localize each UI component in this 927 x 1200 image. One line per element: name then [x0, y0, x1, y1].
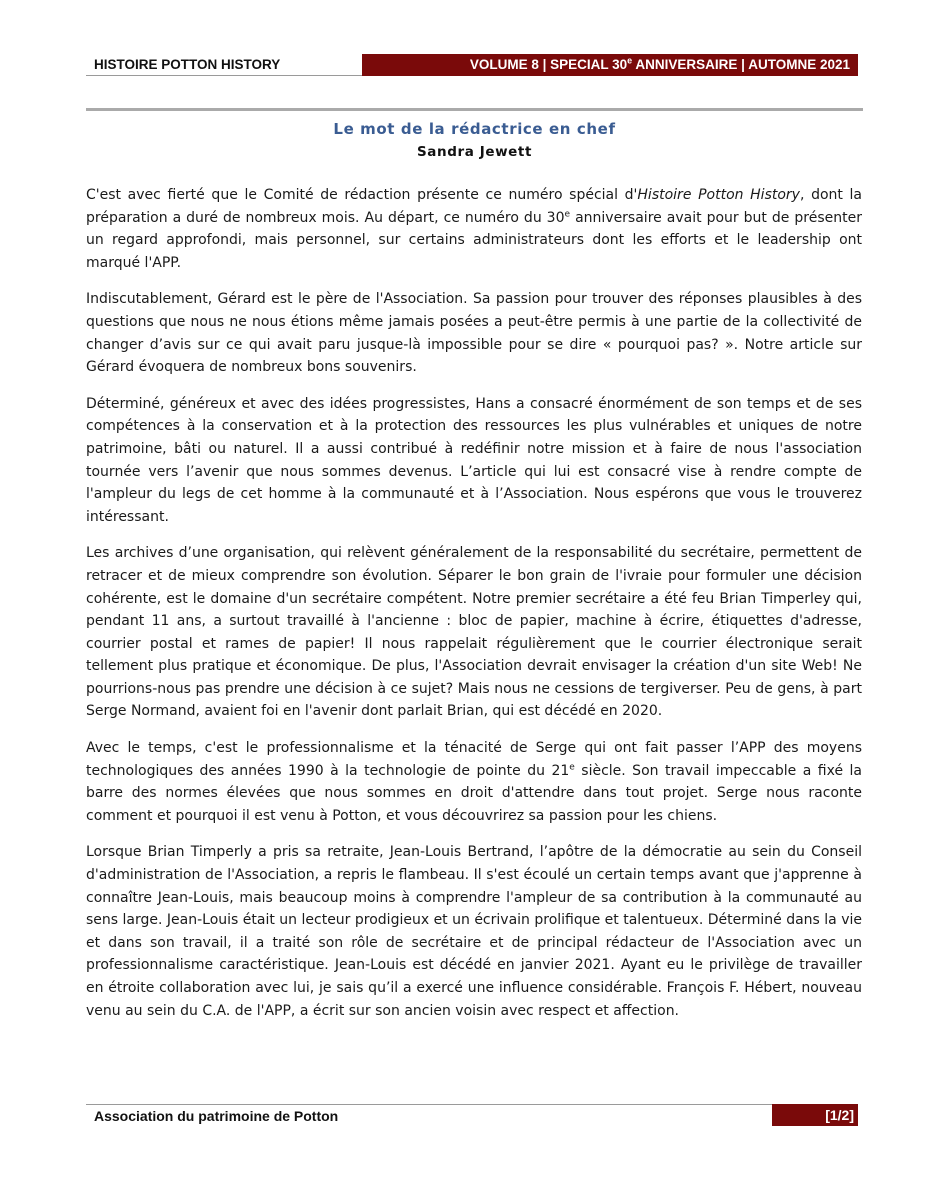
page-number: [1/2] [772, 1104, 858, 1126]
p5-text-b: siècle. Son travail impeccable a fixé la barre des normes élevées que nous sommes en droit d'attendre dans tout projet. Serge nous raconte comment et pourquoi il est venu à Potton, et vous découvrirez sa passion pour les chiens. [86, 762, 862, 824]
footer-organization: Association du patrimoine de Potton [86, 1104, 772, 1126]
p5-superscript: e [569, 762, 575, 772]
header-divider [86, 108, 863, 111]
p1-text-a: C'est avec fierté que le Comité de rédaction présente ce numéro spécial d' [86, 187, 638, 203]
page-header [86, 54, 858, 76]
page-footer [86, 1104, 858, 1126]
p1-text-c: anniversaire avait pour but de présenter un regard approfondi, mais personnel, sur certains administrateurs dont les efforts et le leadership ont marqué l'APP. [86, 209, 862, 271]
issue-season-text: ANNIVERSAIRE | AUTOMNE 2021 [632, 57, 850, 72]
publication-name: HISTOIRE POTTON HISTORY [86, 54, 362, 76]
article-author: Sandra Jewett [416, 144, 533, 160]
p5-text-a: Avec le temps, c'est le professionnalisme et la ténacité de Serge qui ont fait passer l’APP des moyens technologiques des années 1990 à la technologie de pointe du 21 [86, 740, 862, 779]
article-title: Le mot de la rédactrice en chef [333, 120, 616, 138]
paragraph-5 [86, 737, 862, 827]
p1-superscript: e [564, 208, 571, 219]
issue-superscript: e [627, 55, 633, 66]
paragraph-3: Déterminé, généreux et avec des idées progressistes, Hans a consacré énormément de son temps et de ses compétences à la conservation et à la protection des ressources les plus vulnérables et uniques de notre patrimoine, bâti ou naturel. Il a aussi contribué à redéfinir notre mission et à faire de nous l'association tournée vers l’avenir que nous sommes devenus. L’article qui lui est consacré vise à rendre compte de l'ampleur du legs de cet homme à la communauté et à l’Association. Nous espérons que vous le trouverez intéressant. [86, 395, 862, 525]
paragraph-4: Les archives d’une organisation, qui relèvent généralement de la responsabilité du secrétaire, permettent de retracer et de mieux comprendre son évolution. Séparer le bon grain de l'ivraie pour formuler une décision cohérente, est le domaine d'un secrétaire compétent. Notre premier secrétaire a été feu Brian Timperley qui, pendant 11 ans, a surtout travaillé à l'ancienne : bloc de papier, machine à écrire, étiquettes d'adresse, courrier postal et rames de papier! Il nous rappelait régulièrement que le courrier électronique serait tellement plus pratique et économique. De plus, l'Association devrait envisager la création d'un site Web! Ne pourrions-nous pas prendre une décision à ce sujet? Mais nous ne cessions de tergiverser. Peu de gens, à part Serge Normand, avaient foi en l'avenir dont parlait Brian, qui est décédé en 2020. [86, 545, 862, 720]
paragraph-1 [86, 184, 862, 274]
p1-text-b: , dont la préparation a duré de nombreux mois. Au départ, ce numéro du 30 [86, 187, 863, 226]
paragraph-2: Indiscutablement, Gérard est le père de l'Association. Sa passion pour trouver des réponses plausibles à des questions que nous ne nous étions même jamais posées a peut-être permis à une partie de la collectivité de changer d’avis sur ce qui avait paru jusque-là impossible pour se dire « pourquoi pas? ». Notre article sur Gérard évoquera de nombreux bons souvenirs. [86, 291, 862, 376]
issue-banner [362, 54, 858, 76]
p1-publication-title: Histoire Potton History [637, 187, 800, 203]
issue-volume-text: VOLUME 8 | SPECIAL 30 [469, 57, 628, 72]
article-body [86, 184, 862, 1036]
paragraph-6: Lorsque Brian Timperly a pris sa retraite, Jean-Louis Bertrand, l’apôtre de la démocratie au sein du Conseil d'administration de l'Association, a repris le flambeau. Il s'est écoulé un certain temps avant que j'apprenne à connaître Jean-Louis, mais beaucoup moins à comprendre l'ampleur de sa contribution à la communauté au sens large. Jean-Louis était un lecteur prodigieux et un écrivain prolifique et talentueux. Déterminé dans la vie et dans son travail, il a traité son rôle de secrétaire et de principal rédacteur de l'Association avec un professionnalisme caractéristique. Jean-Louis est décédé en janvier 2021. Ayant eu le privilège de travailler en étroite collaboration avec lui, je sais qu’il a exercé une influence considérable. François F. Hébert, nouveau venu au sein du C.A. de l'APP, a écrit sur son ancien voisin avec respect et affection. [86, 844, 862, 1019]
